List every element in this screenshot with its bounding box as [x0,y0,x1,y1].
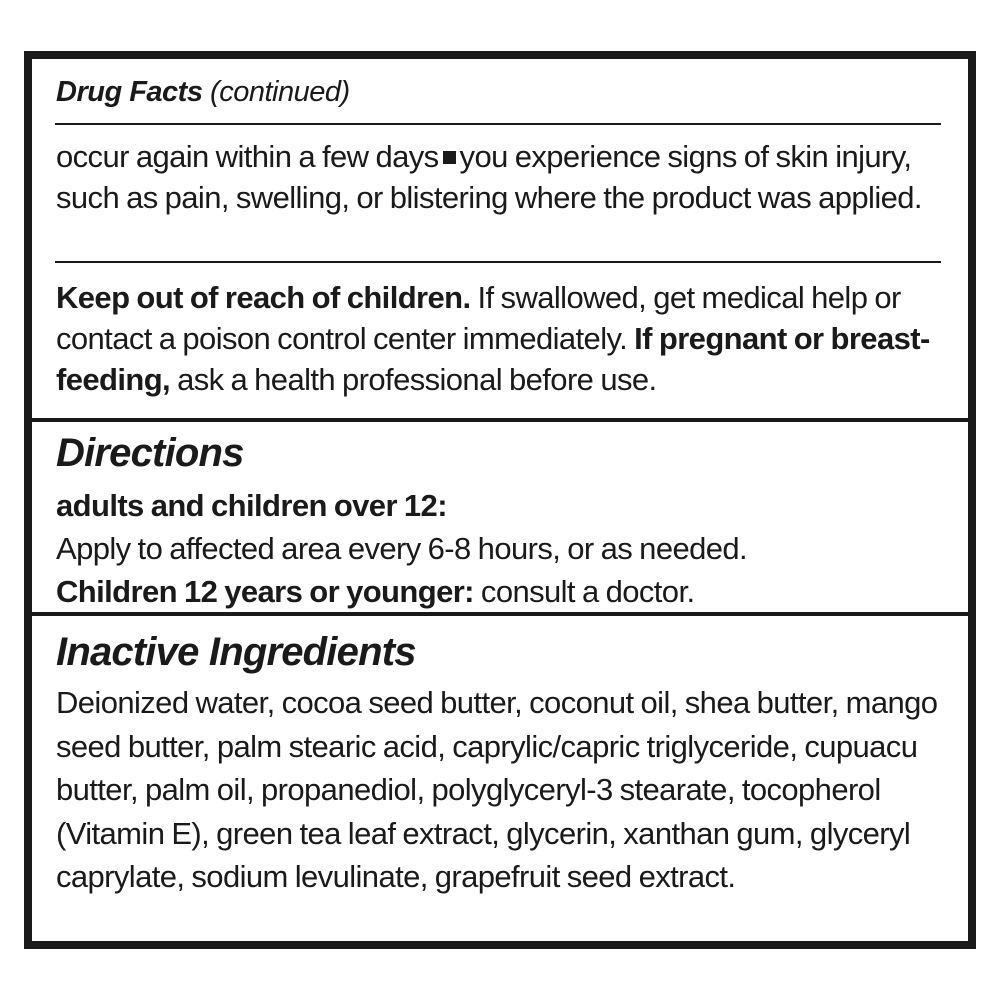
pregnancy-instructions: ask a health professional before use. [177,362,657,397]
section-divider [32,612,968,616]
directions-section [32,426,968,613]
warning-text-b: you experience signs of skin injury, such as pain, swelling, or blistering where the product was applied. [56,139,922,215]
continued-label: (continued) [210,76,350,108]
pregnancy-label: If pregnant or breast-feeding, [56,321,930,397]
header-rule [55,123,941,125]
inactive-ingredients-list: Deionized water, cocoa seed butter, coconut oil, shea butter, mango seed butter, palm stearic acid, caprylic/capric triglyceride, cupuacu butter, palm oil, propanediol, polyglyceryl-3 stearate, tocopherol (Vitamin E), green tea leaf extract, glycerin, xanthan gum, glyceryl caprylate, sodium levulinate, grapefruit seed extract. [56,685,938,894]
directions-heading: Directions [56,431,244,475]
section-divider [32,418,968,422]
drug-facts-panel [24,51,976,949]
children-label: Children 12 years or younger: [56,574,474,609]
adults-instructions: Apply to affected area every 6-8 hours, or as needed. [56,531,748,566]
warnings-section [32,59,968,418]
children-instructions: consult a doctor. [480,574,695,609]
drug-facts-title: Drug Facts [56,76,203,108]
inactive-ingredients-heading: Inactive Ingredients [56,630,416,674]
square-bullet-icon [443,151,456,164]
warning-text-a: occur again within a few days [56,139,439,174]
keep-out-instructions: If swallowed, get medical help or contact a poison control center immediately. [56,280,901,356]
inactive-ingredients-section [32,621,968,941]
section-rule [55,261,941,263]
adults-label: adults and children over 12: [56,488,447,523]
keep-out-text [56,277,940,400]
drug-facts-header [56,74,350,110]
keep-out-label: Keep out of reach of children. [56,280,471,315]
directions-text [56,484,940,613]
warnings-continued-text [56,136,940,218]
